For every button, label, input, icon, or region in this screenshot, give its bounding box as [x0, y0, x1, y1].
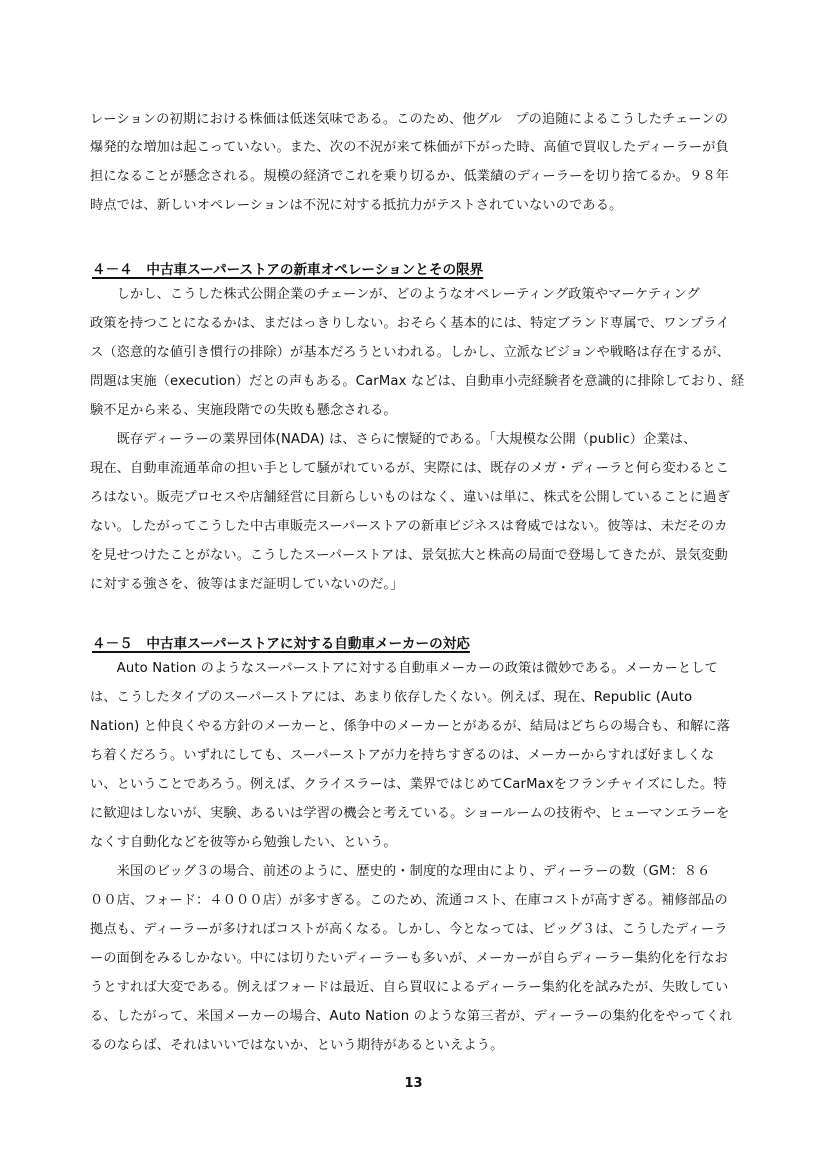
text-line: ない。したがってこうした中古車販売スーパーストアの新車ビジネスは脅威ではない。彼等は、未だそのカ — [90, 519, 728, 534]
text-line: 問題は実施（execution）だとの声もある。CarMax などは、自動車小売経験者を意識的に排除しており、経 — [90, 374, 745, 389]
text-line: 拠点も、ディーラーが多ければコストが高くなる。しかし、今となっては、ビッグ３は、こうしたディーラ — [90, 922, 728, 937]
text-line: 米国のビッグ３の場合、前述のように、歴史的・制度的な理由により、ディーラーの数（GM：８６ — [90, 864, 711, 879]
text-line: に対する強さを、彼等はまだ証明していないのだ。」 — [90, 577, 404, 592]
text-line: なくす自動化などを彼等から勉強したい、という。 — [90, 835, 397, 850]
text-line: に歓迎はしないが、実験、あるいは学習の機会と考えている。ショールームの技術や、ヒューマンエラーを — [90, 806, 730, 821]
text-line: を見せつけたことがない。こうしたスーパーストアは、景気拡大と株高の局面で登場してきたが、景気変動 — [90, 548, 728, 563]
text-line: 験不足から来る、実施段階での失敗も懸念される。 — [90, 403, 397, 418]
text-line: Auto Nation のようなスーパーストアに対する自動車メーカーの政策は微妙である。メーカーとして — [90, 661, 718, 676]
text-line: しかし、こうした株式公開企業のチェーンが、どのようなオペレーティング政策やマーケティング — [90, 287, 700, 302]
text-line: 爆発的な増加は起こっていない。また、次の不況が来て株価が下がった時、高値で買収したディーラーが負 — [90, 140, 729, 155]
section-heading-4-5: ４－５ 中古車スーパーストアに対する自動車メーカーの対応 — [92, 636, 470, 652]
text-line: は、こうしたタイプのスーパーストアには、あまり依存したくない。例えば、現在、Republic (Auto — [90, 690, 693, 705]
text-line: ス（恣意的な値引き慣行の排除）が基本だろうといわれる。しかし、立派なビジョンや戦略は存在するが、 — [90, 345, 730, 360]
text-line: うとすれば大変である。例えばフォードは最近、自ら買収によるディーラー集約化を試みたが、失敗してい — [90, 980, 729, 995]
text-line: 政策を持つことになるかは、まだはっきりしない。おそらく基本的には、特定ブランド専属で、ワンプライ — [90, 316, 730, 331]
page-number: 13 — [404, 1076, 423, 1091]
text-line: ーの面倒をみるしかない。中には切りたいディーラーも多いが、メーカーが自らディーラー集約化を行なお — [90, 951, 728, 966]
text-line: 時点では、新しいオペレーションは不況に対する抵抗力がテストされていないのである。 — [90, 198, 623, 213]
text-line: 現在、自動車流通革命の担い手として騒がれているが、実際には、既存のメガ・ディーラと何ら変わるとこ — [90, 461, 730, 476]
text-line: る、したがって、米国メーカーの場合、Auto Nation のような第三者が、ディーラーの集約化をやってくれ — [90, 1009, 733, 1024]
text-line: 担になることが懸念される。規模の経済でこれを乗り切るか、低業績のディーラーを切り捨てるか。９８年 — [90, 169, 730, 184]
text-line: Nation) と仲良くやる方針のメーカーと、係争中のメーカーとがあるが、結局はどちらの場合も、和解に落 — [90, 719, 731, 734]
text-line: ００店、フォード：４０００店）が多すぎる。このため、流通コスト、在庫コストが高すぎる。補修部品の — [90, 893, 728, 908]
text-line: レーションの初期における株価は低迷気味である。このため、他グル プの追随によるこうしたチェーンの — [90, 112, 729, 127]
section-heading-4-4: ４－４ 中古車スーパーストアの新車オペレーションとその限界 — [92, 262, 484, 278]
text-line: ろはない。販売プロセスや店舗経営に目新らしいものはなく、違いは単に、株式を公開していることに過ぎ — [90, 490, 730, 505]
text-line: い、ということであろう。例えば、クライスラーは、業界ではじめてCarMaxをフランチャイズにした。特 — [90, 777, 727, 792]
text-line: 既存ディーラーの業界団体(NADA) は、さらに懐疑的である。「大規模な公開（public）企業は、 — [90, 432, 697, 447]
text-line: るのならば、それはいいではないか、という期待があるといえよう。 — [90, 1038, 504, 1053]
text-line: ち着くだろう。いずれにしても、スーパーストアが力を持ちすぎるのは、メーカーからすれば好ましくな — [90, 748, 715, 763]
